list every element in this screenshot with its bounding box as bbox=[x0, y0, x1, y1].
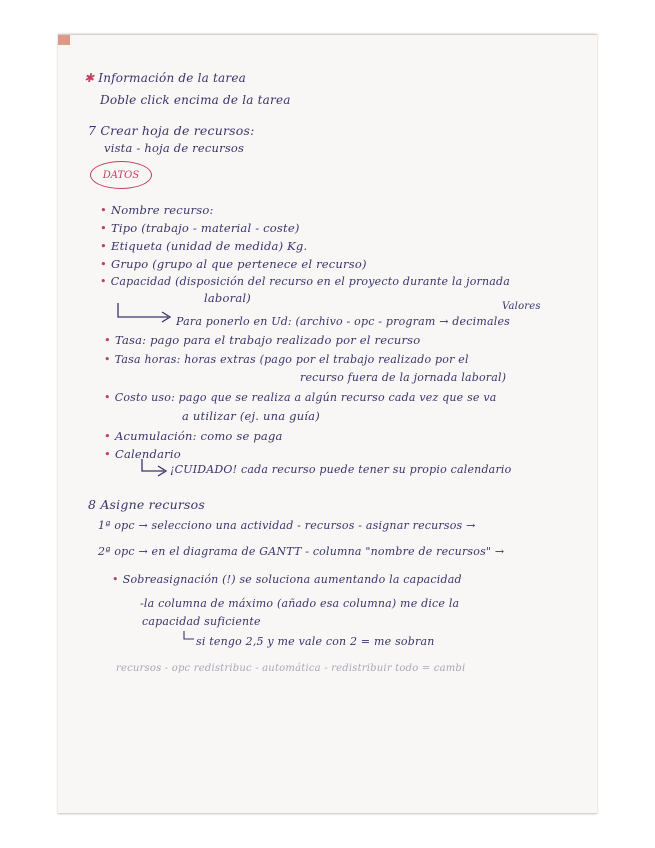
note-columna-maximo: -la columna de máximo (añado esa columna) me dice la bbox=[140, 597, 460, 610]
note-text: Información de la tarea bbox=[98, 71, 246, 85]
dot-bullet: • bbox=[100, 275, 107, 288]
note-text: Costo uso: pago que se realiza a algún recurso cada vez que se va bbox=[114, 391, 497, 404]
star-bullet: ✱ bbox=[84, 71, 95, 85]
dot-bullet: • bbox=[104, 447, 111, 461]
note-tasa-horas-cont: recurso fuera de la jornada laboral) bbox=[300, 371, 507, 384]
section-7-heading: 7 Crear hoja de recursos: bbox=[88, 123, 255, 138]
note-text: Grupo (grupo al que pertenece el recurso) bbox=[110, 257, 367, 271]
bullet-tasa-horas bbox=[104, 353, 469, 366]
dot-bullet: • bbox=[112, 573, 119, 586]
note-capacidad-suficiente: capacidad suficiente bbox=[142, 615, 261, 628]
dot-bullet: • bbox=[104, 333, 111, 347]
note-valores: Valores bbox=[502, 301, 541, 312]
dot-bullet: • bbox=[100, 239, 107, 253]
note-redistribuir: recursos - opc redistribuc - automática - redistribuir todo = cambi bbox=[116, 663, 466, 674]
dot-bullet: • bbox=[100, 221, 107, 235]
note-text: Sobreasignación (!) se soluciona aumentando la capacidad bbox=[122, 573, 462, 586]
notebook-page bbox=[58, 34, 597, 814]
note-task-info bbox=[84, 71, 246, 85]
note-si-tengo: si tengo 2,5 y me vale con 2 = me sobran bbox=[196, 635, 435, 648]
bullet-nombre bbox=[100, 203, 214, 217]
note-text: Capacidad (disposición del recurso en el proyecto durante la jornada bbox=[110, 275, 511, 288]
arrow-icon bbox=[140, 459, 170, 477]
note-capacidad-cont: laboral) bbox=[204, 291, 251, 305]
note-decimales: Para ponerlo en Ud: (archivo - opc - program → decimales bbox=[176, 315, 511, 328]
bullet-grupo bbox=[100, 257, 367, 271]
arrow-icon bbox=[182, 631, 196, 643]
note-cuidado: ¡CUIDADO! cada recurso puede tener su propio calendario bbox=[170, 463, 512, 476]
note-costo-uso-cont: a utilizar (ej. una guía) bbox=[182, 409, 320, 423]
section-8-heading: 8 Asigne recursos bbox=[88, 497, 205, 512]
dot-bullet: • bbox=[100, 203, 107, 217]
bullet-tipo bbox=[100, 221, 300, 235]
note-text: Etiqueta (unidad de medida) Kg. bbox=[110, 239, 308, 253]
dot-bullet: • bbox=[104, 353, 111, 366]
dot-bullet: • bbox=[100, 257, 107, 271]
dot-bullet: • bbox=[104, 429, 111, 443]
note-option-2: 2ª opc → en el diagrama de GANTT - columna "nombre de recursos" → bbox=[98, 545, 505, 558]
note-option-1: 1ª opc → selecciono una actividad - recursos - asignar recursos → bbox=[98, 519, 476, 532]
arrow-icon bbox=[116, 303, 176, 323]
note-sobreasignacion bbox=[112, 573, 462, 586]
note-text: Acumulación: como se paga bbox=[114, 429, 283, 443]
note-text: Nombre recurso: bbox=[110, 203, 214, 217]
note-text: Tasa horas: horas extras (pago por el trabajo realizado por el bbox=[114, 353, 469, 366]
note-text: Tasa: pago para el trabajo realizado por el recurso bbox=[114, 333, 421, 347]
bullet-acumulacion bbox=[104, 429, 283, 443]
datos-oval-label: DATOS bbox=[90, 161, 152, 189]
bullet-tasa bbox=[104, 333, 420, 347]
note-text: Tipo (trabajo - material - coste) bbox=[110, 221, 300, 235]
bullet-etiqueta bbox=[100, 239, 307, 253]
note-text: Calendario bbox=[114, 447, 181, 461]
note-view-resource-sheet: vista - hoja de recursos bbox=[104, 141, 245, 155]
bullet-capacidad bbox=[100, 275, 510, 288]
bullet-costo-uso bbox=[104, 391, 497, 404]
note-double-click: Doble click encima de la tarea bbox=[100, 93, 291, 107]
dot-bullet: • bbox=[104, 391, 111, 404]
